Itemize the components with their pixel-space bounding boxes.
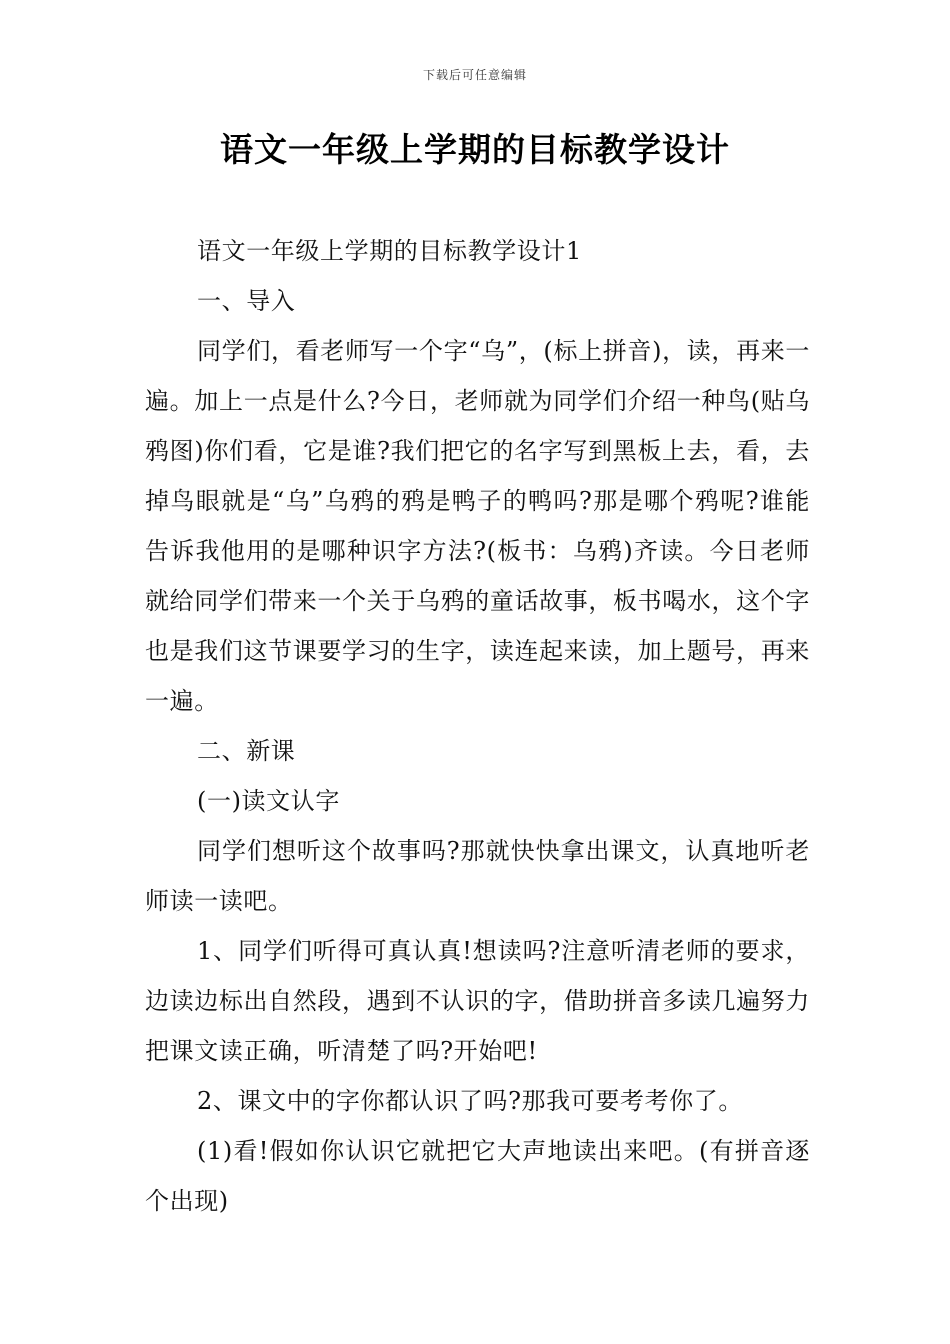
paragraph-listen-story: 同学们想听这个故事吗?那就快快拿出课文，认真地听老师读一读吧。 xyxy=(145,837,810,915)
heading-introduction: 一、导入 xyxy=(197,287,296,315)
section-subtitle: 语文一年级上学期的目标教学设计1 xyxy=(197,237,582,265)
header-note: 下载后可任意编辑 xyxy=(422,68,527,82)
paragraph-introduction: 同学们，看老师写一个字“乌”，(标上拼音)，读，再来一遍。加上一点是什么?今日，老师就为同学们介绍一种鸟(贴乌鸦图)你们看，它是谁?我们把它的名字写到黑板上去，看，去掉鸟眼就是“乌”乌鸦的鸦是鸭子的鸭吗?那是哪个鸦呢?谁能告诉我他用的是哪种识字方法?(板书：乌鸦)齐读。今日老师就给同学们带来一个关于乌鸦的童话故事，板书喝水，这个字也是我们这节课要学习的生字，读连起来读，加上题号，再来一遍。 xyxy=(145,337,810,715)
paragraph-step-2-1: (1)看!假如你认识它就把它大声地读出来吧。(有拼音逐个出现) xyxy=(145,1137,810,1215)
heading-new-lesson: 二、新课 xyxy=(197,737,296,765)
paragraph-step-1: 1、同学们听得可真认真!想读吗?注意听清老师的要求，边读边标出自然段，遇到不认识的字，借助拼音多读几遍努力把课文读正确，听清楚了吗?开始吧! xyxy=(145,937,810,1065)
paragraph-step-2: 2、课文中的字你都认识了吗?那我可要考考你了。 xyxy=(197,1087,743,1115)
document-body xyxy=(145,226,810,1226)
document-title: 语文一年级上学期的目标教学设计 xyxy=(220,130,730,169)
heading-reading-literacy: (一)读文认字 xyxy=(197,787,340,815)
